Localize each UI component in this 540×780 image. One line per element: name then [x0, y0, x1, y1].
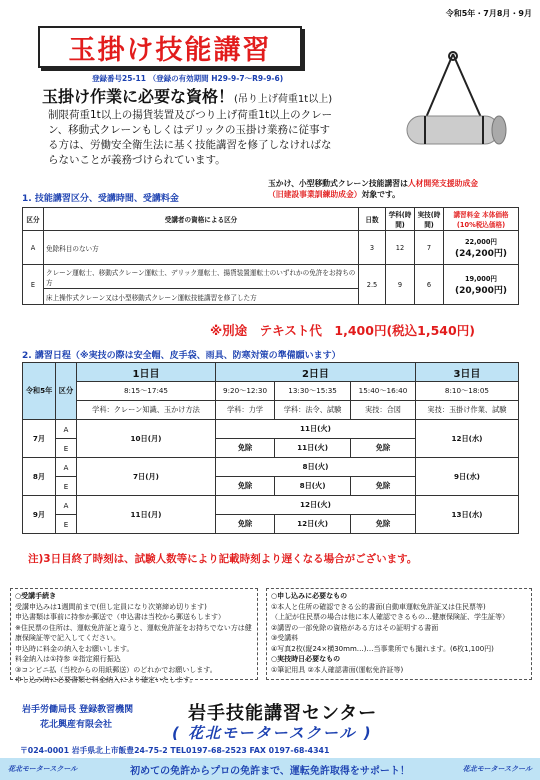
footer-logo-right: 花北モータースクール — [462, 765, 532, 773]
contact-address: 〒024-0001 岩手県北上市飯豊24-75-2 TEL0197-68-2523 FAX 0197-68-4341 — [20, 746, 330, 755]
subsidy-note: 玉かけ、小型移動式クレーン技能講習は人材開発支援助成金 （旧建設事業訓練助成金）対象です。 — [268, 179, 479, 199]
footer-logo-left: 花北モータースクール — [8, 765, 78, 773]
end-time-warning: 注)3日目終了時刻は、試験人数等により記載時刻より遅くなる場合がございます。 — [28, 553, 418, 565]
schedule-table: 令和5年 区分 1日目 2日目 3日目 8:15〜17:45 9:20〜12:30 13:30〜15:35 15:40〜16:40 8:10〜18:05 学科：クレーン知識、玉かけ方法 学科：力学 学科：法令、試験 実技：合図 実技：玉掛け作業、試験 7月 A 10日(月) 11日(火) 12日(水) E 免除 11日(火) 免除 8月 A 7日(月) 8日(火) 9日(水) E 免除 8日(火) 免除 9月 A 11日(月) 12日(火) 13日(水) E 免除 12日(火) 免除 — [22, 362, 519, 534]
sling-illustration — [395, 50, 515, 160]
textbook-fee-note: ※別途 テキスト代 1,400円(税込1,540円) — [210, 323, 475, 338]
center-name: 岩手技能講習センター — [188, 703, 378, 724]
section1-heading: 1. 技能講習区分、受講時間、受講料金 — [22, 194, 179, 204]
school-logo-text: ( 花北モータースクール ) — [172, 724, 373, 742]
registration-number: 登録番号25-11 （登録の有効期間 H29-9-7〜R9-9-6) — [92, 74, 284, 83]
lead-heading: 玉掛け作業に必要な資格！(吊り上げ荷重1t以上) — [42, 87, 333, 106]
intro-text: 制限荷重1t以上の揚貨装置及びつり上げ荷重1t以上のクレーン、移動式クレーンもしくはデリックの玉掛け業務に従事する方は、労働安全衛生法に基く技能講習を修了しなければならないことが義務づけられています。 — [48, 109, 333, 166]
course-table: 区分 受講者の資格による区分 日数 学科(時間) 実技(時間) 講習料金 本体価格 (10%税込価格) A 免除科目のない方 3 12 7 22,000円 (24,200円) E クレーン運転士、移動式クレーン運転士、デリック運転士、揚貨装置運転士のいずれかの免許をお持ちの方 2.5 9 6 19,000円 (20,900円) 床上操作式クレーン又は小型移動式クレーン運転技能講習を修了した方 — [22, 207, 519, 305]
date-label: 令和5年・7月8月・9月 — [445, 9, 532, 18]
footer-band — [0, 758, 540, 780]
registered-institution: 岩手労働局長 登録教習機関 — [22, 705, 134, 715]
required-items-box: ○申し込みに必要なもの ①本人と住所の確認できる公的書面(自動車運転免許証又は住民票等) （上記が住民票の場合は他に本人確認できるもの…健康保険証、学生証等） ②講習の一部免除の資格がある方はその証明する書面 ③受講料 ④写真2枚(縦24×横30mm…)…当事業所でも撮れます。(6枚1,100円) ○実技時日必要なもの ①筆記用具 ②本人確認書面(運転免許証等) — [266, 588, 532, 680]
section2-heading: 2. 講習日程（※実技の際は安全帽、皮手袋、雨具、防寒対策の準備願います） — [22, 351, 341, 361]
company-name: 花北興産有限会社 — [40, 720, 113, 730]
application-procedure-box: ○受講手続き 受講申込みは1週間前まで(但し定員になり次第締め切ります) 申込書類は事前に持参か郵送で（申込書は当校から郵送もします） ※住民票の住所は、運転免許証と違うと、運転免許証をお持ちでない方は健康保険証等で記入してください。 申込時に料金の納入をお願いします。 料金納入は①持参 ②指定銀行振込 ③コンビニ払（当校からの用紙郵送）のどれかでお願いします。 申し込み時に必要書類と料金納入により確定いたします。 — [10, 588, 258, 680]
footer-slogan: 初めての免許からプロの免許まで、運転免許取得をサポート！ — [130, 765, 410, 777]
page-title: 玉掛け技能講習 — [38, 26, 302, 68]
